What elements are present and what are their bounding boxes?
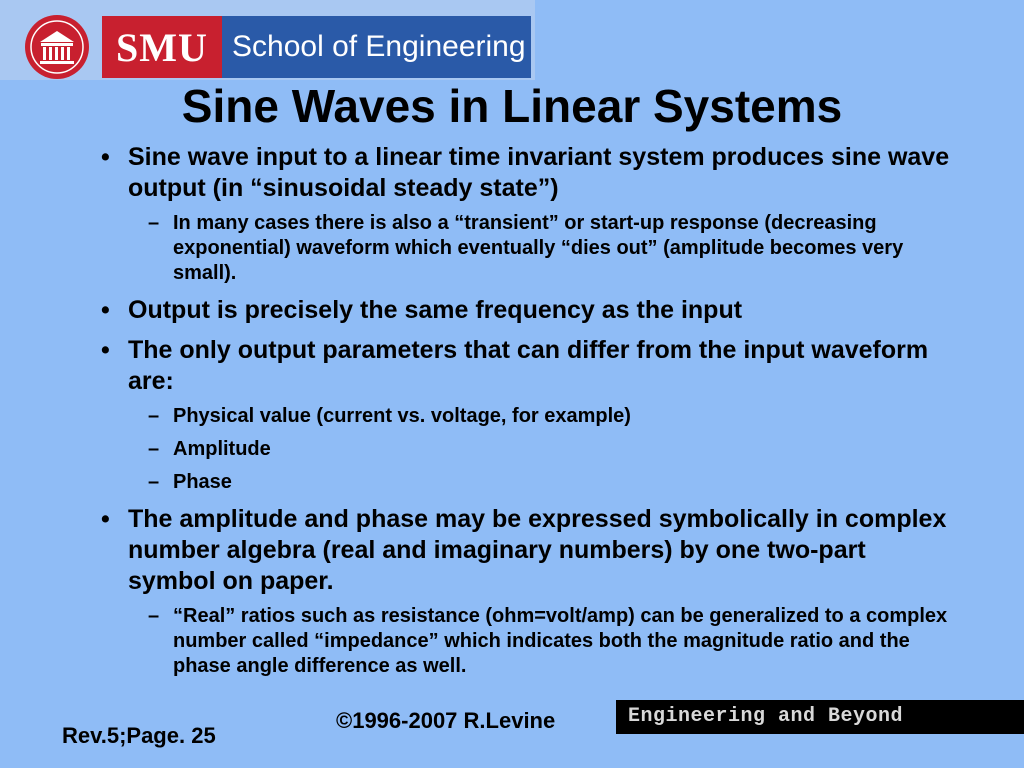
- sub-bullet-item: – In many cases there is also a “transient” or start-up response (decreasing exponential) waveform which eventually “dies out” (amplitude becomes very small).: [128, 211, 956, 286]
- bullet-text: The amplitude and phase may be expressed symbolically in complex number algebra (real and imaginary numbers) by one two-part symbol on paper.: [128, 505, 947, 595]
- slide-title: Sine Waves in Linear Systems: [181, 80, 843, 132]
- school-logo-text: School of Engineering: [232, 30, 526, 63]
- bullet-item: [96, 335, 956, 495]
- tagline-banner: [616, 700, 1024, 734]
- smu-logo: [102, 16, 222, 78]
- bullet-item: [96, 142, 956, 286]
- sub-bullet-item: – “Real” ratios such as resistance (ohm=volt/amp) can be generalized to a complex number called “impedance” which indicates both the magnitude ratio and the phase angle difference as well.: [128, 604, 956, 679]
- bullet-text: Output is precisely the same frequency as the input: [128, 296, 743, 324]
- tagline-text: Engineering and Beyond: [628, 705, 904, 728]
- smu-seal-icon: [24, 14, 90, 80]
- bullet-text: Sine wave input to a linear time invariant system produces sine wave output (in “sinusoidal steady state”): [128, 143, 950, 202]
- bullet-item: [96, 504, 956, 679]
- sub-bullet-item: – Amplitude: [128, 437, 956, 462]
- sub-bullet-list: [128, 404, 956, 495]
- sub-bullet-list: [128, 604, 956, 679]
- bullet-text: The only output parameters that can differ from the input waveform are:: [128, 336, 929, 395]
- smu-logo-text: SMU: [116, 24, 208, 70]
- page-number: Rev.5;Page. 25: [62, 723, 216, 748]
- bullet-list: [96, 142, 956, 679]
- school-of-engineering-logo: [222, 16, 531, 78]
- sub-bullet-item: – Physical value (current vs. voltage, for example): [128, 404, 956, 429]
- slide-content: [96, 142, 956, 688]
- sub-bullet-list: [128, 211, 956, 286]
- copyright-text: ©1996-2007 R.Levine: [336, 708, 556, 733]
- sub-bullet-item: – Phase: [128, 470, 956, 495]
- bullet-item: [96, 295, 956, 326]
